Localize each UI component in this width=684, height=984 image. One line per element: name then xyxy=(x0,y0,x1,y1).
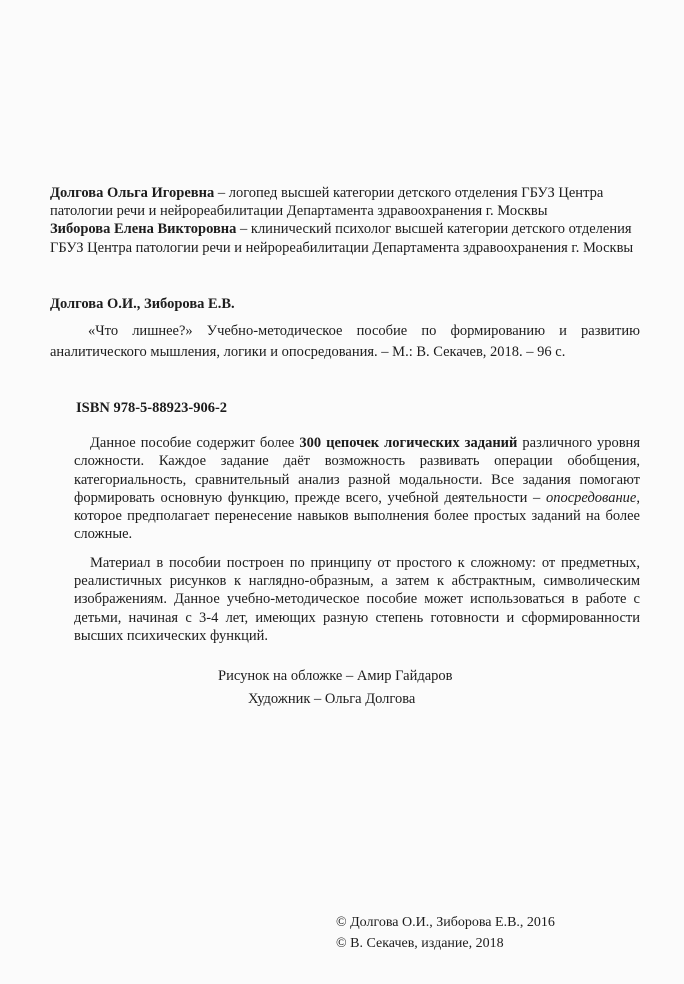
bibliographic-citation: «Что лишнее?» Учебно-методическое пособие по формированию и развитию аналитического мышления, логики и опосредования. – М.: В. Секачев, 2018. – 96 с. xyxy=(50,323,640,360)
copyright xyxy=(336,913,555,954)
annotation-highlight: 300 цепочек логических заданий xyxy=(299,435,518,451)
author-2-description: – клинический психолог высшей категории детского отделения ГБУЗ Центра патологии речи и нейрореабилитации Департамента здравоохранения г. Москвы xyxy=(50,221,634,256)
copyright-line-1: © Долгова О.И., Зиборова Е.В., 2016 xyxy=(336,915,555,930)
copyright-line-2: © В. Секачев, издание, 2018 xyxy=(336,935,504,951)
author-1 xyxy=(50,184,640,220)
author-1-description: – логопед высшей категории детского отделения ГБУЗ Центра патологии речи и нейрореабилитации Департамента здравоохранения г. Москвы xyxy=(50,185,604,220)
cover-credit: Рисунок на обложке – Амир Гайдаров xyxy=(218,668,453,684)
isbn: ISBN 978-5-88923-906-2 xyxy=(76,400,228,416)
annotation-term: опосредование xyxy=(545,489,637,506)
short-authors: Долгова О.И., Зиборова Е.В. xyxy=(50,296,235,312)
author-2-name: Зиборова Елена Викторовна xyxy=(50,221,237,238)
authors-block xyxy=(50,184,640,257)
annotation xyxy=(74,434,640,645)
author-1-name: Долгова Ольга Игоревна xyxy=(50,185,215,201)
credits xyxy=(218,665,453,710)
artist-credit: Художник – Ольга Долгова xyxy=(248,690,416,707)
annotation-paragraph-1: Данное пособие содержит более 300 цепочек логических заданий различного уровня сложности. Каждое задание даёт возможность развивать операции обобщения, категориальность, сравнительный анализ разной модальности. Все задания помогают формировать основную функцию, прежде всего, учебной деятельности – опосредование, которое предполагает перенесение навыков выполнения более простых заданий на более сложные. xyxy=(74,435,640,543)
annotation-paragraph-2: Материал в пособии построен по принципу от простого к сложному: от предметных, реалистичных рисунков к наглядно-образным, а затем к абстрактным, символическим изображениям. Данное учебно-методическое пособие может использоваться в работе с детьми, начиная с 3-4 лет, имеющих разную степень готовности и сформированности высших психических функций. xyxy=(74,554,640,644)
author-2 xyxy=(50,220,640,256)
